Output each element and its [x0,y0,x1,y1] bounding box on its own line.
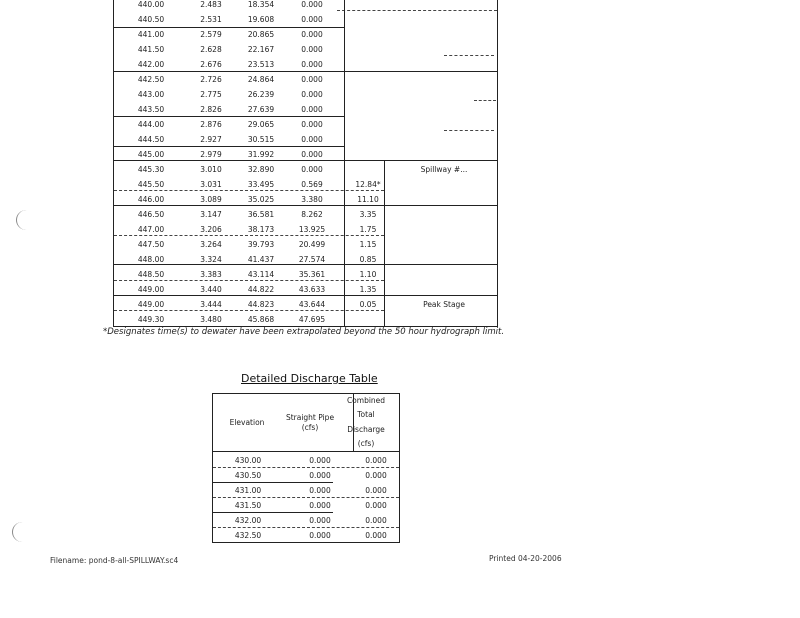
cell-dew: 1.75 [359,225,377,234]
cell-pipe: 0.000 [309,531,331,540]
cell-dis: 0.000 [301,150,323,159]
cell-elev: 448.50 [137,270,165,279]
cell-comb: 0.000 [365,501,387,510]
cell-elev: 432.50 [234,531,262,540]
table-row [114,57,497,72]
cell-elev: 446.00 [137,195,165,204]
cell-stor: 44.823 [247,300,275,309]
row-divider [114,146,344,147]
cell-dis: 0.569 [301,180,323,189]
cell-elev: 442.00 [137,60,165,69]
row-divider [474,100,496,101]
cell-dew: 11.10 [357,195,379,204]
table-row [114,162,497,177]
cell-dis: 8.262 [301,210,323,219]
cell-elev: 431.50 [234,501,262,510]
table-row [213,468,399,483]
cell-hyd: 3.383 [200,270,222,279]
cell-comb: 0.000 [365,516,387,525]
cell-dis: 0.000 [301,45,323,54]
table-row [114,117,497,132]
table-row [114,312,497,327]
cell-dis: 0.000 [301,15,323,24]
cell-elev: 449.00 [137,285,165,294]
cell-dis: 3.380 [301,195,323,204]
cell-dis: 0.000 [301,165,323,174]
cell-elev: 449.30 [137,315,165,324]
cell-dew: 1.35 [359,285,377,294]
cell-elev: 445.50 [137,180,165,189]
table-row [114,87,497,102]
cell-comb: 0.000 [365,471,387,480]
header-straight-pipe: Straight Pipe [285,413,335,422]
cell-dew: 1.15 [359,240,377,249]
table-row [213,528,399,543]
column-divider [384,160,385,326]
cell-hyd: 3.206 [200,225,222,234]
cell-stor: 20.865 [247,30,275,39]
row-divider [114,205,497,206]
cell-hyd: 2.826 [200,105,222,114]
cell-stor: 45.868 [247,315,275,324]
cell-pipe: 0.000 [309,471,331,480]
header-discharge-unit: (cfs) [357,439,375,448]
cell-elev: 431.00 [234,486,262,495]
cell-dis: 0.000 [301,75,323,84]
cell-stor: 38.173 [247,225,275,234]
stage-storage-table [113,0,498,327]
discharge-table [212,393,400,543]
cell-dis: 0.000 [301,105,323,114]
cell-dis: 27.574 [298,255,326,264]
cell-stor: 22.167 [247,45,275,54]
header-discharge: Discharge [347,425,385,434]
cell-stor: 31.992 [247,150,275,159]
column-divider [344,0,345,326]
header-combined: Combined [346,396,386,405]
cell-dew: 1.10 [359,270,377,279]
cell-elev: 440.50 [137,15,165,24]
cell-stor: 27.639 [247,105,275,114]
cell-hyd: 2.726 [200,75,222,84]
table-row [114,237,497,252]
row-divider [213,542,333,543]
discharge-table-title: Detailed Discharge Table [241,372,378,385]
cell-elev: 430.50 [234,471,262,480]
cell-elev: 441.00 [137,30,165,39]
cell-pipe: 0.000 [309,516,331,525]
table-row [114,42,497,57]
column-divider [353,393,354,451]
cell-elev: 443.50 [137,105,165,114]
table-row [213,453,399,468]
row-divider [114,160,497,161]
cell-hyd: 2.876 [200,120,222,129]
cell-stor: 39.793 [247,240,275,249]
cell-dew: 3.35 [359,210,377,219]
row-divider [444,130,494,131]
cell-dis: 13.925 [298,225,326,234]
cell-hyd: 2.483 [200,0,222,9]
cell-elev: 432.00 [234,516,262,525]
cell-dis: 35.361 [298,270,326,279]
cell-elev: 442.50 [137,75,165,84]
row-divider [114,71,497,72]
cell-pipe: 0.000 [309,486,331,495]
cell-dis: 43.644 [298,300,326,309]
cell-stor: 23.513 [247,60,275,69]
table-row [213,483,399,498]
cell-elev: 447.00 [137,225,165,234]
cell-hyd: 3.089 [200,195,222,204]
table-row [114,207,497,222]
row-divider [114,264,497,265]
row-divider [114,27,344,28]
cell-elev: 441.50 [137,45,165,54]
row-divider [444,55,494,56]
footer-printed-date: Printed 04-20-2006 [489,554,562,563]
cell-hyd: 2.676 [200,60,222,69]
cell-comb: 0.000 [365,456,387,465]
cell-stor: 43.114 [247,270,275,279]
cell-hyd: 3.440 [200,285,222,294]
cell-dis: 0.000 [301,0,323,9]
cell-elev: 447.50 [137,240,165,249]
cell-dis: 0.000 [301,60,323,69]
punch-hole-mark [12,522,33,542]
cell-note: Spillway #... [420,165,468,174]
cell-elev: 446.50 [137,210,165,219]
cell-dis: 0.000 [301,90,323,99]
cell-hyd: 2.579 [200,30,222,39]
cell-dis: 0.000 [301,30,323,39]
cell-stor: 32.890 [247,165,275,174]
cell-elev: 444.50 [137,135,165,144]
cell-elev: 443.00 [137,90,165,99]
cell-elev: 448.00 [137,255,165,264]
cell-dew: 0.05 [359,300,377,309]
cell-hyd: 2.531 [200,15,222,24]
cell-dis: 0.000 [301,120,323,129]
cell-stor: 33.495 [247,180,275,189]
table-top-border [213,393,399,394]
footnote: *Designates time(s) to dewater have been extrapolated beyond the 50 hour hydrograph limit. [103,327,505,337]
cell-dis: 0.000 [301,135,323,144]
header-elevation: Elevation [229,418,265,427]
row-divider [114,295,497,296]
cell-comb: 0.000 [365,486,387,495]
table-row [114,102,497,117]
table-row [114,27,497,42]
cell-stor: 44.822 [247,285,275,294]
cell-hyd: 3.264 [200,240,222,249]
cell-dis: 20.499 [298,240,326,249]
cell-dis: 47.695 [298,315,326,324]
cell-elev: 430.00 [234,456,262,465]
header-divider [213,451,399,452]
cell-dew: 0.85 [359,255,377,264]
cell-comb: 0.000 [365,531,387,540]
cell-stor: 24.864 [247,75,275,84]
table-row [213,513,399,528]
cell-hyd: 3.324 [200,255,222,264]
cell-dew: 12.84* [355,180,381,189]
cell-hyd: 3.444 [200,300,222,309]
cell-elev: 440.00 [137,0,165,9]
table-row [213,498,399,513]
cell-stor: 41.437 [247,255,275,264]
cell-note: Peak Stage [423,300,465,309]
cell-hyd: 2.775 [200,90,222,99]
cell-hyd: 2.979 [200,150,222,159]
table-row [114,12,497,27]
cell-dis: 43.633 [298,285,326,294]
cell-hyd: 3.480 [200,315,222,324]
cell-stor: 36.581 [247,210,275,219]
cell-pipe: 0.000 [309,456,331,465]
table-row [114,72,497,87]
cell-stor: 19.608 [247,15,275,24]
cell-stor: 29.065 [247,120,275,129]
header-straight-pipe-unit: (cfs) [301,423,319,432]
cell-pipe: 0.000 [309,501,331,510]
cell-hyd: 2.927 [200,135,222,144]
cell-stor: 18.354 [247,0,275,9]
cell-elev: 444.00 [137,120,165,129]
cell-elev: 445.00 [137,150,165,159]
cell-hyd: 3.010 [200,165,222,174]
cell-stor: 30.515 [247,135,275,144]
cell-hyd: 3.031 [200,180,222,189]
cell-stor: 35.025 [247,195,275,204]
row-divider [337,10,497,11]
cell-stor: 26.239 [247,90,275,99]
row-divider [114,116,344,117]
cell-hyd: 3.147 [200,210,222,219]
table-row [114,132,497,147]
footer-filename: Filename: pond-8-all-SPILLWAY.sc4 [50,556,179,565]
cell-elev: 449.00 [137,300,165,309]
header-total: Total [357,410,375,419]
punch-hole-mark [16,210,37,230]
cell-hyd: 2.628 [200,45,222,54]
cell-elev: 445.30 [137,165,165,174]
